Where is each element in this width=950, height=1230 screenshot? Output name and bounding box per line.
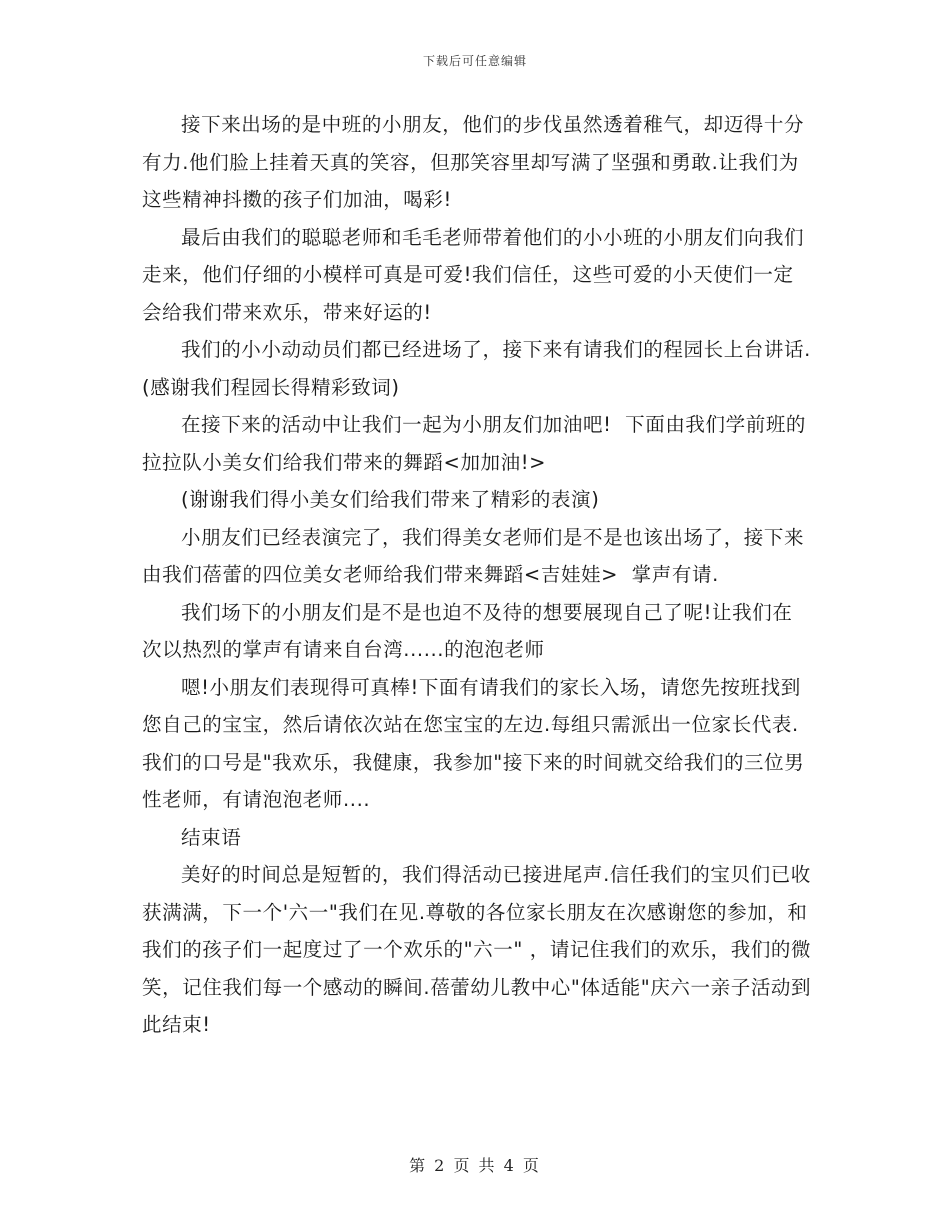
paragraph: 我们的小小动动员们都已经进场了，接下来有请我们的程园长上台讲话.(感谢我们程园长得精彩致词) [142, 338, 811, 399]
paragraph: 我们场下的小朋友们是不是也迫不及待的想要展现自己了呢!让我们在次以热烈的掌声有请来自台湾......的泡泡老师 [142, 600, 793, 661]
paragraph: 小朋友们已经表演完了，我们得美女老师们是不是也该出场了，接下来由我们蓓蕾的四位美女老师给我们带来舞蹈<吉娃娃> 掌声有请. [142, 525, 805, 586]
document-body [142, 106, 812, 1044]
paragraph: 在接下来的活动中让我们一起为小朋友们加油吧! 下面由我们学前班的拉拉队小美女们给我们带来的舞蹈<加加油!> [142, 413, 807, 474]
page-number: 第 2 页 共 4 页 [409, 1156, 541, 1175]
header-note: 下载后可任意编辑 [422, 54, 527, 68]
paragraph: 嗯!小朋友们表现得可真棒!下面有请我们的家长入场，请您先按班找到您自己的宝宝，然后请依次站在您宝宝的左边.每组只需派出一位家长代表.我们的口号是"我欢乐，我健康，我参加"接下来的时间就交给我们的三位男性老师，有请泡泡老师.... [142, 675, 805, 811]
paragraph: 最后由我们的聪聪老师和毛毛老师带着他们的小小班的小朋友们向我们走来，他们仔细的小模样可真是可爱!我们信任，这些可爱的小天使们一定会给我们带来欢乐，带来好运的! [142, 225, 805, 324]
paragraph: (谢谢我们得小美女们给我们带来了精彩的表演) [181, 488, 600, 511]
paragraph: 接下来出场的是中班的小朋友，他们的步伐虽然透着稚气，却迈得十分有力.他们脸上挂着天真的笑容，但那笑容里却写满了坚强和勇敢.让我们为这些精神抖擞的孩子们加油，喝彩! [142, 113, 805, 211]
paragraph: 美好的时间总是短暂的，我们得活动已接进尾声.信任我们的宝贝们已收获满满，下一个'六一"我们在见.尊敬的各位家长朋友在次感谢您的参加，和我们的孩子们一起度过了一个欢乐的"六一" ，请记住我们的欢乐，我们的微笑，记住我们每一个感动的瞬间.蓓蕾幼儿教中心"体适能"庆六一亲子活动到此结束! [142, 863, 812, 1036]
section-heading: 结束语 [181, 825, 242, 849]
